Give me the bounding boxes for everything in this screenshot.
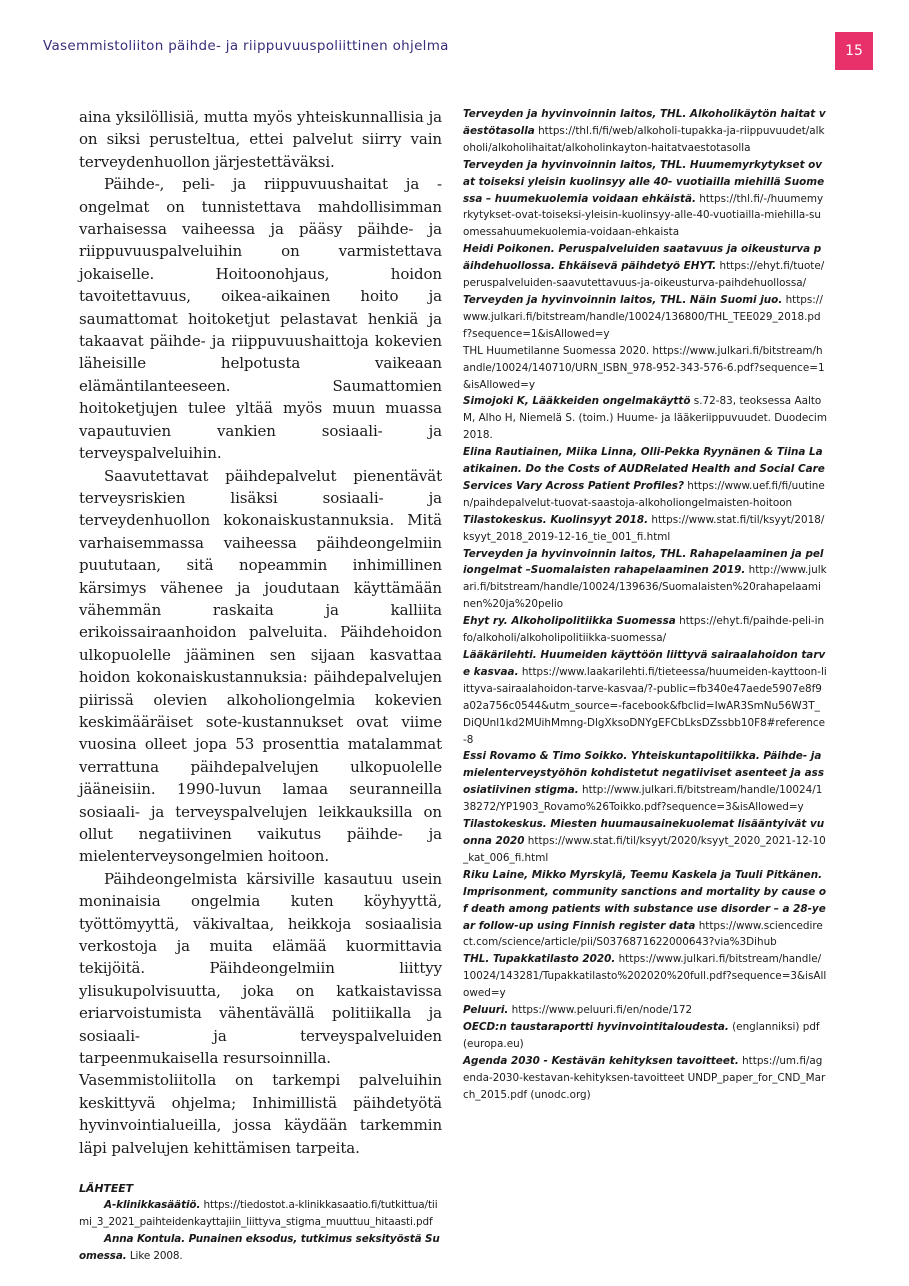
reference-item: Tilastokeskus. Miesten huumausainekuolemat lisääntyivät vuonna 2020 https://www.stat.fi/til/ksyyt/2020/ksyyt_2020_2021-12-10_kat_006_fi.html	[463, 818, 826, 864]
reference-item: Riku Laine, Mikko Myrskylä, Teemu Kaskela ja Tuuli Pitkänen. Imprisonment, community sanctions and mortality by cause of death among patients with substance use disorder – a 28-year follow-up using Finnish register data https://www.sciencedirect.com/science/article/pii/S0376871622000643?via%3Dihub	[463, 868, 827, 949]
reference-item: THL. Tupakkatilasto 2020. https://www.julkari.fi/bitstream/handle/10024/143281/Tupakkatilasto%202020%20full.pdf?sequence=3&isAllowed=y	[463, 953, 827, 1000]
body-paragraph: Vasemmistoliitolla on tarkempi palveluihin keskittyvä ohjelma; Inhimillistä päihdetyötä hyvinvointialueilla, jossa käydään tarkemmin läpi palvelujen kehittämisen tarpeita.	[79, 1071, 442, 1157]
references-list-left	[79, 1197, 442, 1265]
body-paragraph: aina yksilöllisiä, mutta myös yhteiskunnallisia ja on siksi perusteltua, ettei palvelut siirry vain terveydenhuollon järjestettäväksi.	[79, 108, 442, 171]
body-paragraph: Saavutettavat päihdepalvelut pienentävät terveysriskien lisäksi sosiaali- ja terveydenhuollon kokonaiskustannuksia. Mitä varhaisemmassa vaiheessa päihdeongelmiin puututaan, sitä nopeammin inhimillinen kärsimys vähenee ja joudutaan käyttämään vähemmän raskaita ja kalliita erikoissairaanhoidon palveluita. Päihdehoidon ulkopuolelle jääminen sen sijaan kasvattaa hoidon kokonaiskustannuksia: päihdepalvelujen piirissä olevien alkoholiongelmia kokevien keskimääräiset sote-kustannukset ovat viime vuosina olleet jopa 53 prosenttia matalammat verrattuna päihdepalvelujen ulkopuolelle jääneisiin. 1990-luvun lamaa seuranneilla sosiaali- ja terveyspalvelujen leikkauksilla on ollut negatiivinen vaikutus päihde- ja mielenterveysongelmien hoitoon.	[79, 466, 442, 866]
reference-item: Tilastokeskus. Kuolinsyyt 2018. https://www.stat.fi/til/ksyyt/2018/ksyyt_2018_2019-12-16_tie_001_fi.html	[463, 513, 825, 543]
reference-item: Ehyt ry. Alkoholipolitiikka Suomessa https://ehyt.fi/paihde-peli-info/alkoholi/alkoholipolitiikka-suomessa/	[463, 615, 825, 645]
reference-item: Terveyden ja hyvinvoinnin laitos, THL. Alkoholikäytön haitat väestötasolla https://thl.fi/fi/web/alkoholi-tupakka-ja-riippuvuudet/alkoholi/alkoholihaitat/alkoholinkayton-haitatvaestotasolla	[463, 108, 826, 154]
reference-item: Simojoki K, Lääkkeiden ongelmakäyttö s.72-83, teoksessa Aalto M, Alho H, Niemelä S. (toim.) Huume- ja lääkeriippuvuudet. Duodecim 2018.	[463, 395, 827, 442]
document-header: Vasemmistoliiton päihde- ja riippuvuuspoliittinen ohjelma	[43, 38, 449, 54]
reference-item: Terveyden ja hyvinvoinnin laitos, THL. Huumemyrkytykset ovat toiseksi yleisin kuolinsyy alle 40- vuotiailla miehillä Suomessa – huumekuolemia voidaan ehkäistä. https://thl.fi/-/huumemyrkytykset-ovat-toiseksi-yleisin-kuolinsyy-alle-40-vuotiailla-miehilla-suomessahuumekuolemia-voidaan-ehkaista	[463, 158, 825, 239]
reference-item: Agenda 2030 - Kestävän kehityksen tavoitteet. https://um.fi/agenda-2030-kestavan-kehityksen-tavoitteet UNDP_paper_for_CND_March_2015.pdf (unodc.org)	[463, 1054, 826, 1101]
reference-item: Heidi Poikonen. Peruspalveluiden saatavuus ja oikeusturva päihdehuollossa. Ehkäisevä päihdetyö EHYT. https://ehyt.fi/tuote/peruspalveluiden-saavutettavuus-ja-oikeusturva-paihdehuollossa/	[463, 243, 825, 290]
reference-item: Anna Kontula. Punainen eksodus, tutkimus seksityöstä Suomessa. Like 2008.	[79, 1232, 440, 1262]
page-number-badge: 15	[835, 32, 873, 70]
body-text-column	[79, 106, 442, 1265]
reference-item: Elina Rautiainen, Miika Linna, Olli-Pekka Ryynänen & Tiina Laatikainen. Do the Costs of AUDRelated Health and Social Care Services Vary Across Patient Profiles? https://www.uef.fi/fi/uutinen/paihdepalvelut-tuovat-saastoja-alkoholiongelmaisten-hoitoon	[463, 446, 825, 509]
body-paragraph: Päihdeongelmista kärsiville kasautuu usein moninaisia ongelmia kuten köyhyyttä, työttömyyttä, väkivaltaa, heikkoja sosiaalisia verkostoja ja muita elämää kuormittavia tekijöitä. Päihdeongelmiin liittyy ylisukupolvisuutta, joka on katkaistavissa eriarvoistumista vähentävällä politiikalla ja sosiaali- ja terveyspalveluiden tarpeenmukaisella resursoinnilla.	[79, 869, 442, 1068]
reference-item: OECD:n taustaraportti hyvinvointitaloudesta. (englanniksi) pdf (europa.eu)	[463, 1020, 820, 1050]
reference-item: A-klinikkasäätiö. https://tiedostot.a-klinikkasaatio.fi/tutkittua/tiimi_3_2021_paihteidenkayttajiin_liittyva_stigma_muuttuu_hitaasti.pdf	[79, 1199, 438, 1228]
references-heading: LÄHTEET	[79, 1182, 134, 1196]
reference-item: Lääkärilehti. Huumeiden käyttöön liittyvä sairaalahoidon tarve kasvaa. https://www.laakarilehti.fi/tieteessa/huumeiden-kayttoon-liittyva-sairaalahoidon-tarve-kasvaa/?-public=fb340e47aede5907e8f9a02a756c0544&utm_source=-facebook&fbclid=IwAR3SmNu56W3T_DiQUnl1kd2MUihMmng-DlgXksoDNYgEFCbLksDZssbb10F8#reference-8	[463, 649, 827, 746]
references-list-right	[463, 106, 827, 1103]
body-paragraph: Päihde-, peli- ja riippuvuushaitat ja -ongelmat on tunnistettava mahdollisimman varhaisessa vaiheessa ja pääsy päihde- ja riippuvuuspalveluihin on varmistettava jokaiselle. Hoitoonohjaus, hoidon tavoitettavuus, oikea-aikainen hoito ja saumattomat hoitoketjut pelastavat henkiä ja takaavat päihde- ja riippuvuushaittoja kokevien läheisille helpotusta vaikeaan elämäntilanteeseen. Saumattomien hoitoketjujen tulee yltää myös muun muassa vapautuvien vankien sosiaali- ja terveyspalveluihin.	[79, 175, 442, 463]
reference-item: THL Huumetilanne Suomessa 2020. https://www.julkari.fi/bitstream/handle/10024/140710/URN_ISBN_978-952-343-576-6.pdf?sequence=1&isAllowed=y	[463, 344, 825, 391]
reference-item: Peluuri. https://www.peluuri.fi/en/node/172	[463, 1004, 693, 1017]
reference-item: Terveyden ja hyvinvoinnin laitos, THL. Rahapelaaminen ja peliongelmat –Suomalaisten rahapelaaminen 2019. http://www.julkari.fi/bitstream/handle/10024/139636/Suomalaisten%20rahapelaaminen%20ja%20pelio	[463, 547, 827, 611]
reference-item: Essi Rovamo & Timo Soikko. Yhteiskuntapolitiikka. Päihde- ja mielenterveystyöhön kohdistetut negatiiviset asenteet ja assosiatiivinen stigma. http://www.julkari.fi/bitstream/handle/10024/138272/YP1903_Rovamo%26Toikko.pdf?sequence=3&isAllowed=y	[463, 750, 825, 814]
reference-item: Terveyden ja hyvinvoinnin laitos, THL. Näin Suomi juo. https://www.julkari.fi/bitstream/handle/10024/136800/THL_TEE029_2018.pdf?sequence=1&isAllowed=y	[463, 293, 823, 340]
